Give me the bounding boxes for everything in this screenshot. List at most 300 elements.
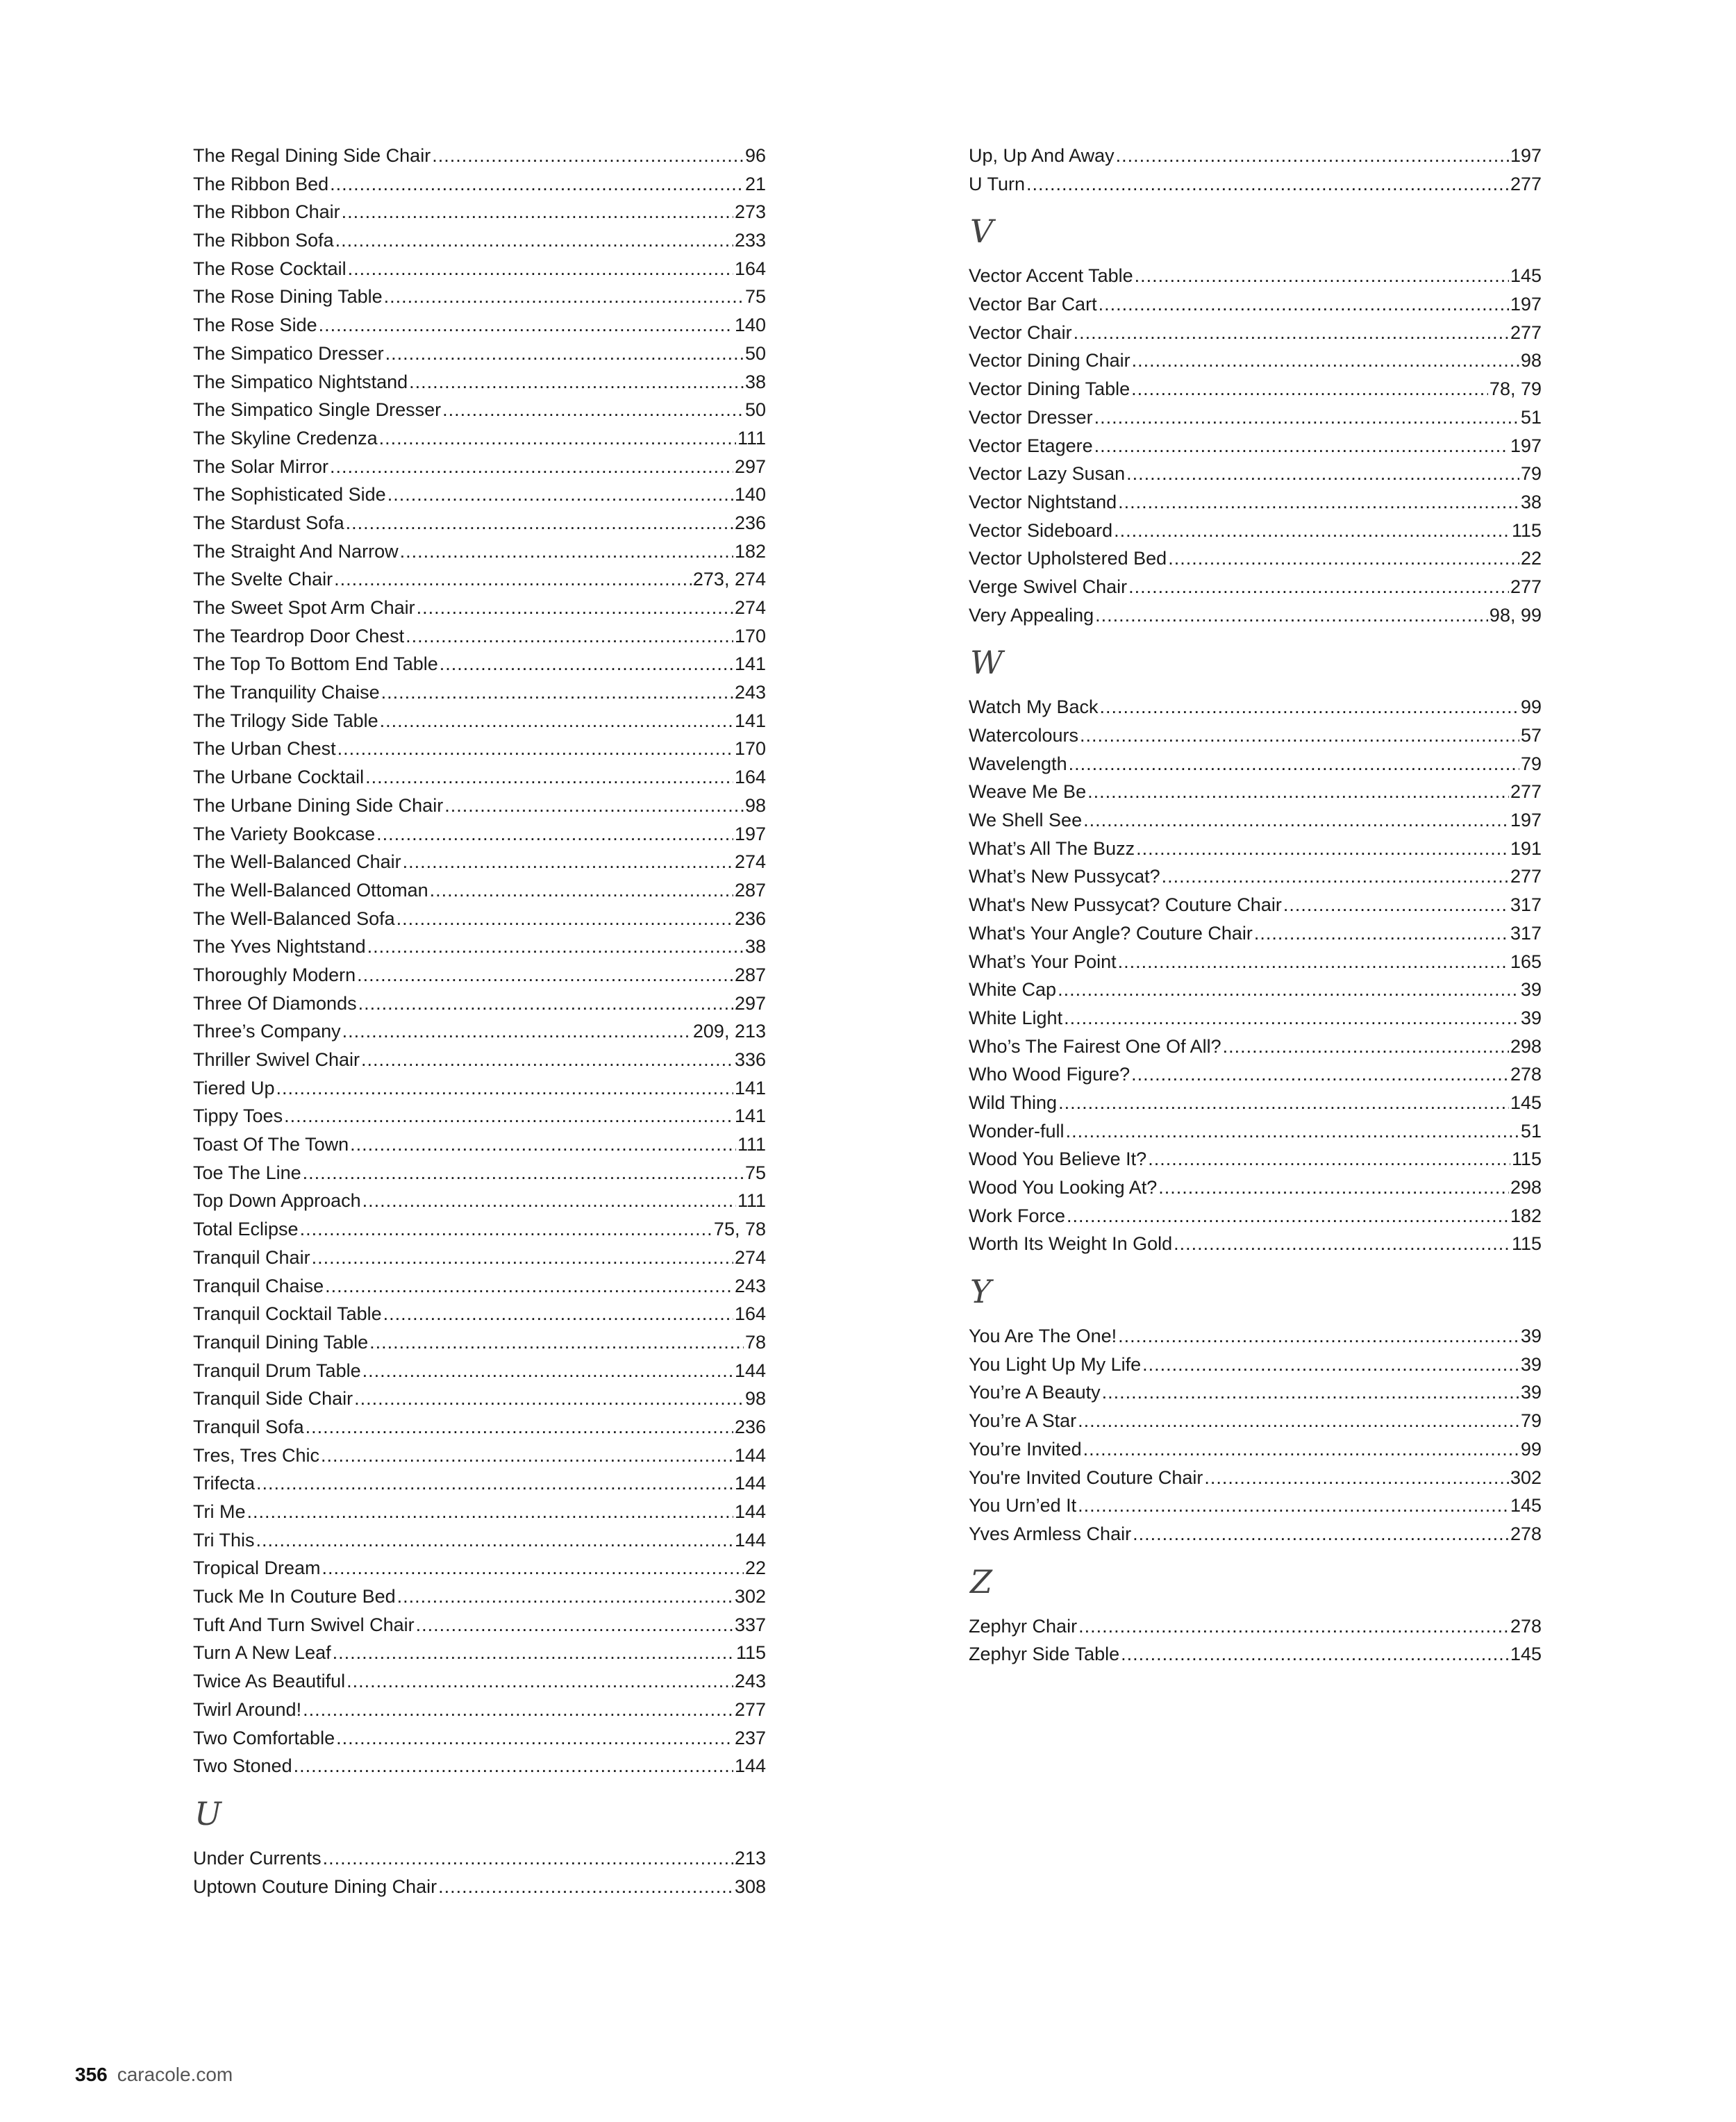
dot-leader <box>1058 976 1519 1004</box>
dot-leader <box>1078 1407 1519 1435</box>
dot-leader <box>379 424 736 453</box>
entry-page: 39 <box>1520 1353 1542 1375</box>
index-entry <box>193 255 766 283</box>
index-entry <box>969 1378 1542 1407</box>
entry-name: The Straight And Narrow <box>193 540 399 562</box>
entry-page: 278 <box>1510 1523 1542 1544</box>
entry-page: 236 <box>734 908 766 929</box>
index-entry <box>193 396 766 424</box>
entry-name: Tranquil Dining Table <box>193 1331 369 1353</box>
index-entry <box>193 594 766 622</box>
dot-leader <box>1080 721 1519 750</box>
entry-page: 273, 274 <box>692 569 766 590</box>
index-entry <box>193 198 766 226</box>
entry-page: 191 <box>1510 837 1542 859</box>
dot-leader <box>347 1667 733 1696</box>
entry-name: Top Down Approach <box>193 1190 361 1212</box>
dot-leader <box>1136 835 1509 863</box>
entry-name: Uptown Couture Dining Chair <box>193 1875 437 1897</box>
entry-page: 298 <box>1510 1177 1542 1198</box>
index-entry <box>193 1582 766 1611</box>
dot-leader <box>365 763 733 792</box>
entry-page: 278 <box>1510 1064 1542 1085</box>
entry-name: Wood You Believe It? <box>969 1148 1147 1170</box>
section-letter-y: Y <box>970 1273 992 1311</box>
entry-page: 75 <box>744 286 766 308</box>
dot-leader <box>1069 750 1519 778</box>
index-entry <box>969 403 1542 432</box>
entry-page: 141 <box>734 1105 766 1127</box>
dot-leader <box>397 905 733 933</box>
index-list <box>969 1322 1542 1548</box>
index-entry <box>969 862 1542 891</box>
entry-name: What’s All The Buzz <box>969 837 1135 859</box>
index-entry <box>193 735 766 763</box>
entry-name: Wild Thing <box>969 1092 1058 1113</box>
entry-page: 79 <box>1520 1410 1542 1432</box>
entry-page: 308 <box>734 1875 766 1897</box>
dot-leader <box>1114 517 1510 545</box>
entry-name: Twirl Around! <box>193 1698 302 1720</box>
index-entry <box>193 1017 766 1046</box>
index-entry <box>969 1004 1542 1033</box>
index-entry <box>969 806 1542 835</box>
dot-leader <box>1064 1004 1519 1033</box>
entry-name: You Light Up My Life <box>969 1353 1142 1375</box>
dot-leader <box>1074 319 1509 347</box>
section-letter-w: W <box>970 644 1003 682</box>
entry-name: Who Wood Figure? <box>969 1064 1130 1085</box>
index-entry <box>969 721 1542 750</box>
entry-page: 236 <box>734 512 766 533</box>
entry-name: Watercolours <box>969 725 1079 746</box>
entry-page: 145 <box>1510 1495 1542 1517</box>
dot-leader <box>1100 693 1519 721</box>
entry-name: The Urbane Dining Side Chair <box>193 794 444 816</box>
dot-leader <box>346 509 733 537</box>
entry-page: 165 <box>1510 951 1542 972</box>
entry-name: Tri Me <box>193 1501 246 1522</box>
dot-leader <box>362 1187 736 1215</box>
entry-name: Tranquil Chair <box>193 1246 310 1268</box>
index-entry <box>969 544 1542 573</box>
entry-page: 336 <box>734 1049 766 1070</box>
index-entry <box>193 283 766 311</box>
entry-page: 98 <box>744 794 766 816</box>
dot-leader <box>1083 1435 1519 1464</box>
index-list <box>193 1844 766 1900</box>
dot-leader <box>1135 262 1509 290</box>
entry-page: 243 <box>734 1671 766 1692</box>
entry-name: The Yves Nightstand <box>193 936 366 958</box>
index-entry <box>969 1435 1542 1464</box>
index-entry <box>969 1407 1542 1435</box>
entry-name: Vector Accent Table <box>969 265 1133 287</box>
index-entry <box>193 1873 766 1901</box>
index-entry <box>193 1385 766 1413</box>
entry-page: 141 <box>734 653 766 675</box>
entry-name: What's New Pussycat? Couture Chair <box>969 894 1282 916</box>
index-entry <box>193 1526 766 1555</box>
dot-leader <box>369 1328 744 1357</box>
entry-name: Zephyr Side Table <box>969 1644 1120 1665</box>
entry-name: Tuck Me In Couture Bed <box>193 1586 396 1607</box>
index-column-left <box>193 142 766 1900</box>
index-entry <box>969 1173 1542 1202</box>
entry-page: 51 <box>1520 406 1542 428</box>
entry-name: Very Appealing <box>969 604 1094 626</box>
entry-name: Tranquil Drum Table <box>193 1360 361 1381</box>
entry-name: Up, Up And Away <box>969 145 1115 166</box>
entry-name: Work Force <box>969 1205 1066 1226</box>
entry-page: 75, 78 <box>713 1219 766 1240</box>
dot-leader <box>284 1102 733 1130</box>
entry-name: Tiered Up <box>193 1077 275 1098</box>
index-entry <box>969 1202 1542 1230</box>
entry-name: The Simpatico Nightstand <box>193 371 408 392</box>
dot-leader <box>1066 1117 1519 1146</box>
dot-leader <box>409 368 744 396</box>
entry-page: 233 <box>734 230 766 251</box>
entry-name: You Are The One! <box>969 1326 1117 1347</box>
entry-name: Tres, Tres Chic <box>193 1444 320 1466</box>
index-entry <box>193 170 766 199</box>
dot-leader <box>306 1413 733 1442</box>
index-entry <box>969 460 1542 488</box>
index-entry <box>969 1351 1542 1379</box>
entry-name: Weave Me Be <box>969 781 1087 803</box>
entry-name: Wonder-full <box>969 1120 1065 1142</box>
index-entry <box>969 432 1542 460</box>
dot-leader <box>432 142 744 170</box>
dot-leader <box>385 340 744 368</box>
entry-name: Zephyr Chair <box>969 1615 1078 1637</box>
entry-page: 111 <box>737 1134 766 1155</box>
index-entry <box>193 1244 766 1272</box>
entry-page: 213 <box>734 1847 766 1869</box>
dot-leader <box>1131 1060 1509 1089</box>
index-entry <box>969 1322 1542 1351</box>
entry-name: The Top To Bottom End Table <box>193 653 438 675</box>
index-entry <box>193 1554 766 1582</box>
entry-page: 144 <box>734 1501 766 1522</box>
index-entry <box>969 1145 1542 1173</box>
page-footer <box>75 2064 233 2086</box>
entry-page: 38 <box>744 371 766 392</box>
dot-leader <box>300 1215 712 1244</box>
index-entry <box>193 1102 766 1130</box>
entry-page: 197 <box>734 823 766 844</box>
entry-page: 141 <box>734 710 766 731</box>
entry-name: Vector Dresser <box>969 406 1093 428</box>
index-entry <box>193 1215 766 1244</box>
dot-leader <box>387 481 733 509</box>
entry-name: Two Comfortable <box>193 1727 335 1748</box>
dot-leader <box>1126 460 1519 488</box>
index-entry <box>193 905 766 933</box>
entry-name: Wood You Looking At? <box>969 1177 1158 1198</box>
dot-leader <box>256 1469 733 1498</box>
entry-page: 144 <box>734 1529 766 1551</box>
entry-page: 79 <box>1520 463 1542 485</box>
index-entry <box>193 311 766 340</box>
dot-leader <box>256 1526 733 1555</box>
dot-leader <box>361 1046 733 1074</box>
entry-page: 99 <box>1520 696 1542 718</box>
entry-name: The Urbane Cocktail <box>193 767 365 788</box>
dot-leader <box>430 876 733 905</box>
index-list <box>969 262 1542 629</box>
entry-name: The Teardrop Door Chest <box>193 625 405 646</box>
entry-name: Thoroughly Modern <box>193 964 356 985</box>
index-entry <box>969 517 1542 545</box>
entry-name: What’s New Pussycat? <box>969 866 1160 887</box>
index-entry <box>193 368 766 396</box>
index-entry <box>193 763 766 792</box>
index-entry <box>969 488 1542 517</box>
index-entry <box>969 1464 1542 1492</box>
entry-page: 79 <box>1520 753 1542 774</box>
index-entry <box>193 1300 766 1328</box>
index-entry <box>193 1469 766 1498</box>
entry-name: Watch My Back <box>969 696 1099 718</box>
index-entry <box>193 509 766 537</box>
index-entry <box>193 678 766 707</box>
entry-page: 209, 213 <box>692 1021 766 1042</box>
entry-name: The Rose Side <box>193 315 317 336</box>
entry-page: 197 <box>1510 294 1542 315</box>
index-entry <box>969 778 1542 806</box>
entry-name: Tropical Dream <box>193 1557 321 1579</box>
index-entry <box>969 1492 1542 1520</box>
entry-name: The Well-Balanced Ottoman <box>193 879 428 901</box>
index-entry <box>193 1130 766 1159</box>
index-entry <box>969 891 1542 919</box>
entry-page: 75 <box>744 1162 766 1183</box>
entry-page: 278 <box>1510 1615 1542 1637</box>
entry-page: 57 <box>1520 725 1542 746</box>
entry-page: 317 <box>1510 922 1542 944</box>
dot-leader <box>342 1017 692 1046</box>
index-entry <box>969 601 1542 630</box>
index-entry <box>193 622 766 651</box>
entry-name: The Sweet Spot Arm Chair <box>193 597 415 618</box>
index-list <box>969 1612 1542 1669</box>
index-entry <box>969 170 1542 199</box>
index-entry <box>193 1611 766 1639</box>
dot-leader <box>350 1130 736 1159</box>
entry-page: 144 <box>734 1360 766 1381</box>
dot-leader <box>1132 346 1519 375</box>
entry-page: 145 <box>1510 1092 1542 1113</box>
dot-leader <box>1254 919 1509 948</box>
entry-name: The Simpatico Dresser <box>193 342 384 364</box>
entry-name: Worth Its Weight In Gold <box>969 1233 1173 1255</box>
entry-page: 22 <box>1520 548 1542 569</box>
index-entry <box>193 1724 766 1753</box>
entry-page: 170 <box>734 738 766 760</box>
entry-name: Tranquil Side Chair <box>193 1388 353 1410</box>
section-letter-u: U <box>194 1794 222 1832</box>
entry-name: Tranquil Cocktail Table <box>193 1303 382 1325</box>
dot-leader <box>1102 1378 1519 1407</box>
entry-page: 298 <box>1510 1035 1542 1057</box>
website-url: caracole.com <box>117 2064 233 2085</box>
entry-page: 277 <box>1510 866 1542 887</box>
entry-page: 115 <box>1511 1148 1542 1170</box>
entry-name: Vector Sideboard <box>969 519 1113 541</box>
entry-page: 243 <box>734 1275 766 1296</box>
entry-name: White Cap <box>969 979 1057 1001</box>
index-entry <box>969 1060 1542 1089</box>
page-number: 356 <box>75 2064 108 2085</box>
dot-leader <box>406 622 733 651</box>
index-entry <box>969 693 1542 721</box>
entry-name: Tippy Toes <box>193 1105 283 1127</box>
entry-name: Two Stoned <box>193 1755 292 1777</box>
index-column-right <box>969 142 1542 1669</box>
entry-name: The Simpatico Single Dresser <box>193 399 442 421</box>
entry-page: 197 <box>1510 145 1542 166</box>
entry-page: 115 <box>1511 1233 1542 1255</box>
entry-name: Turn A New Leaf <box>193 1642 331 1664</box>
entry-name: Vector Upholstered Bed <box>969 548 1167 569</box>
entry-name: You’re A Beauty <box>969 1382 1101 1403</box>
dot-leader <box>336 1724 733 1753</box>
entry-page: 144 <box>734 1755 766 1777</box>
dot-leader <box>1131 375 1488 403</box>
dot-leader <box>333 1639 735 1667</box>
dot-leader <box>322 1554 744 1582</box>
dot-leader <box>1148 1145 1510 1173</box>
entry-page: 98 <box>1520 350 1542 371</box>
entry-page: 111 <box>737 427 766 449</box>
dot-leader <box>397 1582 733 1611</box>
entry-page: 78, 79 <box>1489 378 1542 400</box>
index-entry <box>193 1328 766 1357</box>
entry-name: We Shell See <box>969 810 1083 831</box>
entry-name: Vector Dining Table <box>969 378 1130 400</box>
dot-leader <box>403 848 733 876</box>
entry-page: 115 <box>1511 519 1542 541</box>
index-entry <box>193 1046 766 1074</box>
index-entry <box>193 1498 766 1526</box>
dot-leader <box>1142 1351 1519 1379</box>
index-entry <box>969 1612 1542 1641</box>
index-entry <box>193 424 766 453</box>
entry-name: Three Of Diamonds <box>193 992 357 1014</box>
dot-leader <box>383 1300 733 1328</box>
index-entry <box>193 1074 766 1103</box>
index-entry <box>969 1117 1542 1146</box>
dot-leader <box>330 453 733 481</box>
dot-leader <box>380 707 733 735</box>
dot-leader <box>247 1498 733 1526</box>
entry-page: 274 <box>734 597 766 618</box>
entry-page: 273 <box>734 201 766 223</box>
dot-leader <box>384 283 744 311</box>
entry-page: 197 <box>1510 435 1542 456</box>
dot-leader <box>376 820 733 849</box>
dot-leader <box>321 1442 733 1470</box>
entry-name: Yves Armless Chair <box>969 1523 1132 1544</box>
entry-page: 277 <box>1510 781 1542 803</box>
dot-leader <box>1283 891 1509 919</box>
entry-name: White Light <box>969 1007 1063 1028</box>
entry-name: The Well-Balanced Sofa <box>193 908 395 929</box>
dot-leader <box>325 1272 733 1301</box>
index-entry <box>193 876 766 905</box>
dot-leader <box>1118 488 1519 517</box>
entry-page: 39 <box>1520 1382 1542 1403</box>
entry-page: 197 <box>1510 810 1542 831</box>
index-entry <box>969 750 1542 778</box>
entry-name: The Regal Dining Side Chair <box>193 145 431 166</box>
entry-name: Thriller Swivel Chair <box>193 1049 360 1070</box>
dot-leader <box>1058 1089 1509 1117</box>
entry-page: 237 <box>734 1727 766 1748</box>
entry-name: The Well-Balanced Chair <box>193 851 401 873</box>
entry-name: You’re A Star <box>969 1410 1077 1432</box>
entry-page: 277 <box>734 1698 766 1720</box>
dot-leader <box>312 1244 733 1272</box>
dot-leader <box>416 1611 733 1639</box>
entry-page: 39 <box>1520 979 1542 1001</box>
entry-name: Vector Bar Cart <box>969 294 1097 315</box>
entry-name: Trifecta <box>193 1473 256 1494</box>
entry-page: 164 <box>734 258 766 279</box>
dot-leader <box>440 650 733 678</box>
entry-page: 51 <box>1520 1120 1542 1142</box>
dot-leader <box>1067 1202 1509 1230</box>
dot-leader <box>1116 142 1509 170</box>
entry-page: 38 <box>744 936 766 958</box>
index-list <box>969 693 1542 1258</box>
index-entry <box>193 989 766 1018</box>
index-entry <box>969 375 1542 403</box>
dot-leader <box>1168 544 1519 573</box>
index-entry <box>193 1442 766 1470</box>
dot-leader <box>1133 1520 1509 1548</box>
entry-page: 164 <box>734 1303 766 1325</box>
index-entry <box>969 1033 1542 1061</box>
dot-leader <box>1158 1173 1509 1202</box>
index-entry <box>193 650 766 678</box>
entry-page: 21 <box>744 173 766 194</box>
index-entry <box>193 1667 766 1696</box>
dot-leader <box>1026 170 1509 199</box>
index-sections <box>969 210 1542 1669</box>
entry-page: 297 <box>734 456 766 477</box>
entry-page: 287 <box>734 964 766 985</box>
entry-page: 277 <box>1510 173 1542 194</box>
entry-name: Tri This <box>193 1529 255 1551</box>
entry-page: 111 <box>737 1190 766 1212</box>
entry-page: 141 <box>734 1077 766 1098</box>
dot-leader <box>1118 1322 1519 1351</box>
entry-page: 50 <box>744 399 766 421</box>
dot-leader <box>1223 1033 1509 1061</box>
index-entry <box>193 1272 766 1301</box>
index-entry <box>193 848 766 876</box>
entry-page: 78 <box>744 1331 766 1353</box>
entry-page: 277 <box>1510 321 1542 343</box>
index-entry <box>193 820 766 849</box>
index-entry <box>969 1640 1542 1669</box>
index-entry <box>193 142 766 170</box>
entry-name: Vector Chair <box>969 321 1072 343</box>
dot-leader <box>1204 1464 1509 1492</box>
